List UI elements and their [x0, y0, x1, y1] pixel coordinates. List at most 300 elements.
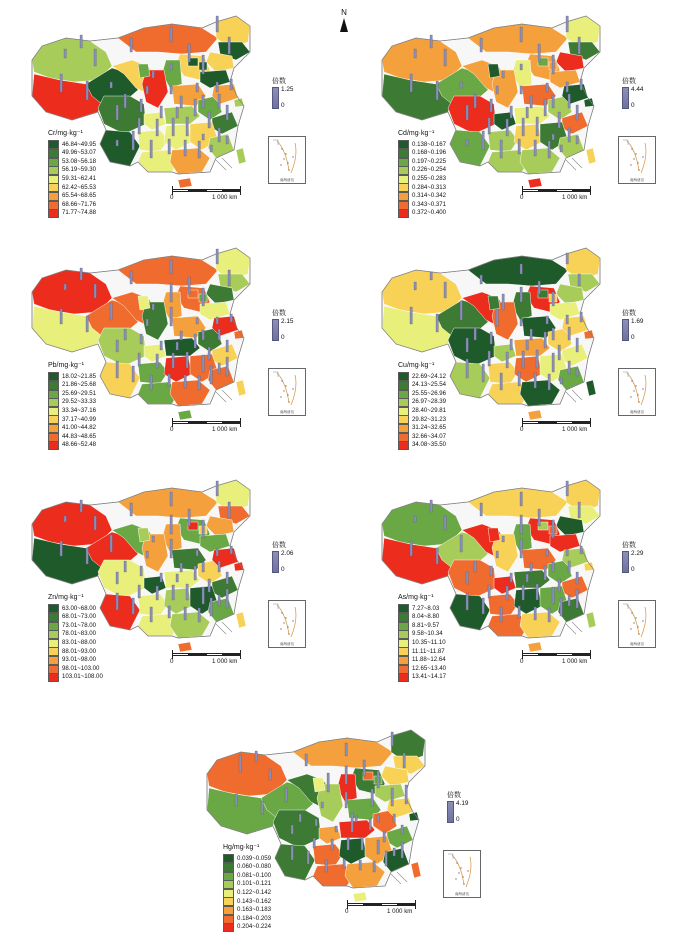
- legend-row: [398, 175, 446, 184]
- value-bar: [138, 118, 140, 134]
- value-bar: [576, 589, 578, 608]
- legend-row: [223, 889, 271, 898]
- value-bar: [216, 249, 218, 264]
- value-bar: [321, 802, 323, 808]
- value-bar: [488, 585, 490, 598]
- value-bar: [534, 607, 536, 620]
- legend-label: 0.372~0.400: [412, 209, 447, 217]
- value-bar: [94, 49, 96, 66]
- value-bar: [566, 481, 568, 496]
- value-bar: [146, 551, 148, 558]
- province-ningxia: [138, 528, 150, 542]
- value-bar: [345, 792, 347, 808]
- value-bar: [566, 315, 568, 324]
- value-bar: [60, 309, 62, 324]
- multiplier-min: 0: [631, 566, 635, 573]
- value-bar: [116, 340, 118, 352]
- legend-row: [398, 673, 446, 682]
- value-bar: [552, 55, 554, 74]
- value-bar: [176, 107, 178, 118]
- value-bar: [228, 502, 230, 518]
- inset-caption: 南海诸岛: [454, 892, 470, 896]
- province-taiwan: [586, 612, 596, 628]
- value-bar: [170, 283, 172, 302]
- value-bar: [474, 94, 476, 108]
- legend-label: 0.122~0.142: [237, 888, 272, 896]
- scale-bar-graphic: [172, 186, 242, 194]
- value-bar: [520, 264, 522, 274]
- province-neimenggu: [293, 738, 393, 768]
- legend-label: 8.81~9.57: [412, 621, 440, 629]
- value-bar: [194, 566, 196, 580]
- value-bar: [152, 304, 154, 310]
- value-bar: [132, 131, 134, 150]
- value-bar: [305, 754, 307, 766]
- scale-start: 0: [520, 658, 524, 665]
- map-panel-zn: [20, 472, 340, 687]
- legend-row: [223, 872, 271, 881]
- legend-title: As/mg·kg⁻¹: [398, 594, 434, 601]
- value-bar: [460, 82, 462, 88]
- value-bar: [355, 816, 357, 822]
- value-bar: [466, 593, 468, 610]
- value-bar: [444, 282, 446, 298]
- multiplier-label: 倍数: [622, 78, 636, 85]
- value-bar: [506, 586, 508, 600]
- value-bar: [520, 287, 522, 302]
- value-bar: [526, 107, 528, 118]
- value-bar: [347, 838, 349, 850]
- legend-label: 49.96~53.07: [62, 149, 97, 157]
- legend-label: 0.284~0.313: [412, 183, 447, 191]
- value-bar: [146, 319, 148, 326]
- value-bar: [460, 535, 462, 552]
- value-bar: [552, 95, 554, 108]
- value-bar: [566, 82, 568, 92]
- legend-row: [48, 424, 96, 433]
- value-bar: [216, 481, 218, 496]
- value-bar: [466, 359, 468, 378]
- value-bar: [538, 44, 540, 62]
- value-bar: [156, 586, 158, 600]
- value-bar: [393, 814, 395, 822]
- legend-row: [398, 201, 446, 210]
- value-bar: [480, 275, 482, 284]
- value-bar: [140, 566, 142, 576]
- multiplier-bar-icon: [622, 319, 629, 341]
- value-bar: [194, 334, 196, 348]
- province-neimenggu: [118, 24, 218, 54]
- scale-bar-labels: [347, 908, 427, 916]
- value-bar: [170, 539, 172, 558]
- legend-label: 59.31~62.41: [62, 174, 97, 182]
- value-bar: [176, 342, 178, 350]
- province-neimenggu: [468, 256, 568, 286]
- legend-label: 13.41~14.17: [412, 673, 447, 681]
- value-bar: [180, 331, 182, 340]
- value-bar: [168, 139, 170, 154]
- multiplier-bar-icon: [447, 801, 454, 823]
- value-bar: [170, 27, 172, 42]
- value-bar: [261, 801, 263, 814]
- legend-row: [398, 613, 446, 622]
- value-bar: [124, 329, 126, 340]
- value-bar: [170, 515, 172, 534]
- multiplier-legend-zn: [272, 540, 294, 573]
- value-bar: [506, 119, 508, 136]
- legend-hg: [223, 844, 271, 932]
- value-bar: [285, 788, 287, 802]
- value-bar: [116, 105, 118, 120]
- value-bar: [377, 840, 379, 854]
- value-bar: [580, 546, 582, 554]
- legend-pb: [48, 362, 96, 450]
- value-bar: [196, 83, 198, 92]
- value-bar: [150, 607, 152, 622]
- multiplier-bar-icon: [272, 87, 279, 109]
- legend-row: [48, 622, 103, 631]
- value-bar: [436, 314, 438, 332]
- value-bar: [510, 106, 512, 118]
- value-bar: [546, 550, 548, 556]
- value-bar: [110, 303, 112, 320]
- value-bar: [410, 307, 412, 324]
- legend-row: [398, 424, 446, 433]
- value-bar: [518, 139, 520, 154]
- scale-start: 0: [520, 426, 524, 433]
- value-bar: [520, 492, 522, 506]
- value-bar: [526, 574, 528, 582]
- value-bar: [116, 361, 118, 378]
- province-neimenggu: [118, 256, 218, 286]
- north-arrow: [340, 8, 348, 32]
- value-bar: [560, 598, 562, 616]
- value-bar: [170, 64, 172, 70]
- legend-row: [398, 373, 446, 382]
- value-bar: [371, 789, 373, 806]
- value-bar: [116, 572, 118, 584]
- value-bar: [160, 341, 162, 350]
- scale-end: 1 000 km: [212, 194, 238, 201]
- legend-row: [398, 639, 446, 648]
- legend-row: [48, 433, 96, 442]
- value-bar: [307, 851, 309, 864]
- legend-label: 83.01~88.00: [62, 638, 97, 646]
- value-bar: [548, 608, 550, 622]
- multiplier-label: 倍数: [447, 792, 461, 799]
- value-bar: [522, 585, 524, 600]
- value-bar: [482, 131, 484, 150]
- value-bar: [393, 848, 395, 856]
- scale-end: 1 000 km: [562, 658, 588, 665]
- value-bar: [530, 563, 532, 572]
- legend-cr: [48, 130, 96, 218]
- legend-label: 78.01~83.00: [62, 630, 97, 638]
- legend-zn: [48, 594, 103, 682]
- value-bar: [184, 607, 186, 620]
- value-bar: [520, 319, 522, 326]
- value-bar: [156, 354, 158, 368]
- legend-label: 8.04~8.80: [412, 613, 440, 621]
- value-bar: [391, 732, 393, 746]
- value-bar: [116, 140, 118, 146]
- legend-row: [48, 166, 96, 175]
- south-sea-inset-cd: [618, 136, 656, 184]
- value-bar: [188, 509, 190, 526]
- legend-row: [223, 855, 271, 864]
- inset-caption: 南海诸岛: [629, 410, 645, 414]
- multiplier-max: 4.19: [456, 800, 469, 807]
- scale-bar-graphic: [522, 418, 592, 426]
- multiplier-max: 1.25: [281, 86, 294, 93]
- value-bar: [558, 112, 560, 128]
- legend-label: 18.02~21.85: [62, 372, 97, 380]
- legend-row: [48, 673, 103, 682]
- scale-bar-labels: [172, 426, 252, 434]
- legend-swatch: [398, 209, 409, 218]
- map-panel-cu: [370, 240, 690, 455]
- legend-label: 62.42~65.53: [62, 183, 97, 191]
- legend-title: Zn/mg·kg⁻¹: [48, 594, 84, 601]
- value-bar: [500, 140, 502, 158]
- value-bar: [544, 332, 546, 348]
- value-bar: [218, 561, 220, 572]
- legend-label: 41.00~44.82: [62, 424, 97, 432]
- legend-swatch: [48, 673, 59, 682]
- value-bar: [510, 573, 512, 582]
- legend-row: [48, 665, 103, 674]
- value-bar: [578, 274, 580, 286]
- legend-label: 103.01~108.00: [62, 673, 103, 681]
- value-bar: [152, 71, 154, 78]
- legend-label: 12.65~13.40: [412, 664, 447, 672]
- value-bar: [566, 253, 568, 264]
- value-bar: [80, 268, 82, 280]
- legend-row: [48, 184, 96, 193]
- value-bar: [335, 826, 337, 832]
- value-bar: [351, 813, 353, 832]
- value-bar: [230, 79, 232, 90]
- value-bar: [430, 500, 432, 512]
- value-bar: [500, 607, 502, 622]
- value-bar: [444, 49, 446, 66]
- value-bar: [502, 294, 504, 310]
- value-bar: [210, 598, 212, 616]
- multiplier-bar-icon: [272, 319, 279, 341]
- value-bar: [496, 551, 498, 558]
- legend-title: Cd/mg·kg⁻¹: [398, 130, 435, 137]
- legend-label: 34.08~35.50: [412, 441, 447, 449]
- legend-label: 71.77~74.88: [62, 209, 97, 217]
- value-bar: [168, 374, 170, 386]
- legend-label: 11.11~11.87: [412, 647, 445, 655]
- scale-bar: [347, 900, 427, 916]
- value-bar: [226, 136, 228, 144]
- legend-label: 0.204~0.224: [237, 923, 272, 931]
- multiplier-legend-as: [622, 540, 644, 573]
- province-neimenggu: [118, 488, 218, 518]
- province-ningxia: [138, 296, 150, 310]
- south-sea-inset-cu: [618, 368, 656, 416]
- legend-row: [398, 184, 446, 193]
- legend-row: [398, 416, 446, 425]
- value-bar: [490, 99, 492, 112]
- value-bar: [568, 94, 570, 108]
- province-taiwan: [236, 380, 246, 396]
- legend-row: [223, 923, 271, 932]
- value-bar: [444, 516, 446, 530]
- legend-label: 48.66~52.48: [62, 441, 97, 449]
- value-bar: [226, 340, 228, 352]
- scale-end: 1 000 km: [387, 908, 413, 915]
- legend-label: 22.69~24.12: [412, 372, 447, 380]
- legend-row: [398, 398, 446, 407]
- legend-label: 0.081~0.100: [237, 871, 272, 879]
- value-bar: [436, 548, 438, 564]
- value-bar: [410, 74, 412, 92]
- legend-label: 0.138~0.167: [412, 140, 447, 148]
- multiplier-min: 0: [281, 102, 285, 109]
- province-taiwan: [236, 612, 246, 628]
- value-bar: [60, 541, 62, 556]
- scale-bar: [172, 186, 252, 202]
- value-bar: [490, 566, 492, 576]
- value-bar: [568, 128, 570, 142]
- value-bar: [566, 549, 568, 556]
- value-bar: [150, 140, 152, 158]
- value-bar: [239, 755, 241, 772]
- value-bar: [180, 96, 182, 108]
- legend-label: 9.58~10.34: [412, 630, 443, 638]
- value-bar: [110, 82, 112, 88]
- value-bar: [210, 145, 212, 152]
- value-bar: [552, 587, 554, 604]
- value-bar: [86, 548, 88, 564]
- map-panel-cd: [370, 8, 690, 223]
- value-bar: [94, 516, 96, 530]
- value-bar: [198, 376, 200, 390]
- legend-row: [223, 915, 271, 924]
- value-bar: [488, 351, 490, 366]
- value-bar: [377, 771, 379, 788]
- value-bar: [130, 271, 132, 284]
- legend-row: [48, 192, 96, 201]
- value-bar: [80, 35, 82, 48]
- value-bar: [216, 16, 218, 32]
- value-bar: [460, 301, 462, 320]
- value-bar: [188, 277, 190, 294]
- value-bar: [188, 44, 190, 62]
- value-bar: [194, 99, 196, 116]
- value-bar: [578, 502, 580, 518]
- value-bar: [235, 794, 237, 806]
- scale-bar-graphic: [172, 650, 242, 658]
- province-neimenggu: [468, 488, 568, 518]
- value-bar: [403, 753, 405, 768]
- map-panel-pb: [20, 240, 340, 455]
- value-bar: [520, 27, 522, 42]
- value-bar: [383, 832, 385, 842]
- legend-label: 44.83~48.65: [62, 432, 97, 440]
- value-bar: [576, 572, 578, 584]
- value-bar: [132, 366, 134, 382]
- value-bar: [86, 81, 88, 100]
- value-bar: [80, 500, 82, 512]
- value-bar: [466, 105, 468, 120]
- value-bar: [196, 550, 198, 556]
- scale-start: 0: [170, 658, 174, 665]
- value-bar: [208, 112, 210, 128]
- province-ningxia: [488, 528, 500, 542]
- legend-label: 0.163~0.183: [237, 906, 272, 914]
- south-sea-inset-zn: [268, 600, 306, 648]
- multiplier-label: 倍数: [622, 310, 636, 317]
- value-bar: [414, 49, 416, 58]
- value-bar: [552, 520, 554, 538]
- multiplier-label: 倍数: [272, 542, 286, 549]
- south-sea-inset-pb: [268, 368, 306, 416]
- value-bar: [466, 572, 468, 584]
- value-bar: [520, 64, 522, 70]
- legend-row: [398, 407, 446, 416]
- value-bar: [94, 284, 96, 298]
- value-bar: [196, 318, 198, 324]
- value-bar: [363, 760, 365, 776]
- value-bar: [566, 16, 568, 32]
- province-taiwan: [586, 148, 596, 164]
- inset-caption: 南海诸岛: [629, 642, 645, 646]
- legend-row: [223, 906, 271, 915]
- legend-swatch: [398, 441, 409, 450]
- value-bar: [218, 363, 220, 374]
- legend-row: [223, 863, 271, 872]
- multiplier-legend-pb: [272, 308, 294, 341]
- value-bar: [116, 593, 118, 610]
- value-bar: [186, 117, 188, 136]
- legend-label: 98.01~103.00: [62, 664, 100, 672]
- legend-label: 7.27~8.03: [412, 604, 440, 612]
- value-bar: [480, 38, 482, 52]
- value-bar: [180, 563, 182, 572]
- legend-row: [48, 390, 96, 399]
- value-bar: [202, 520, 204, 538]
- value-bar: [299, 814, 301, 822]
- value-bar: [436, 81, 438, 100]
- value-bar: [518, 372, 520, 386]
- legend-label: 28.40~29.81: [412, 406, 447, 414]
- legend-label: 25.55~26.96: [412, 389, 447, 397]
- value-bar: [170, 307, 172, 326]
- value-bar: [345, 743, 347, 756]
- north-label: N: [341, 8, 347, 17]
- legend-row: [48, 158, 96, 167]
- value-bar: [552, 328, 554, 340]
- legend-row: [48, 407, 96, 416]
- value-bar: [548, 374, 550, 390]
- scale-start: 0: [345, 908, 349, 915]
- legend-row: [223, 898, 271, 907]
- south-sea-inset-hg: [443, 850, 481, 898]
- legend-label: 53.08~56.18: [62, 157, 97, 165]
- province-taiwan: [236, 148, 246, 164]
- legend-row: [398, 630, 446, 639]
- value-bar: [568, 327, 570, 340]
- legend-title: Cr/mg·kg⁻¹: [48, 130, 83, 137]
- legend-row: [398, 209, 446, 218]
- multiplier-legend-cr: [272, 76, 294, 109]
- value-bar: [230, 314, 232, 322]
- value-bar: [482, 364, 484, 382]
